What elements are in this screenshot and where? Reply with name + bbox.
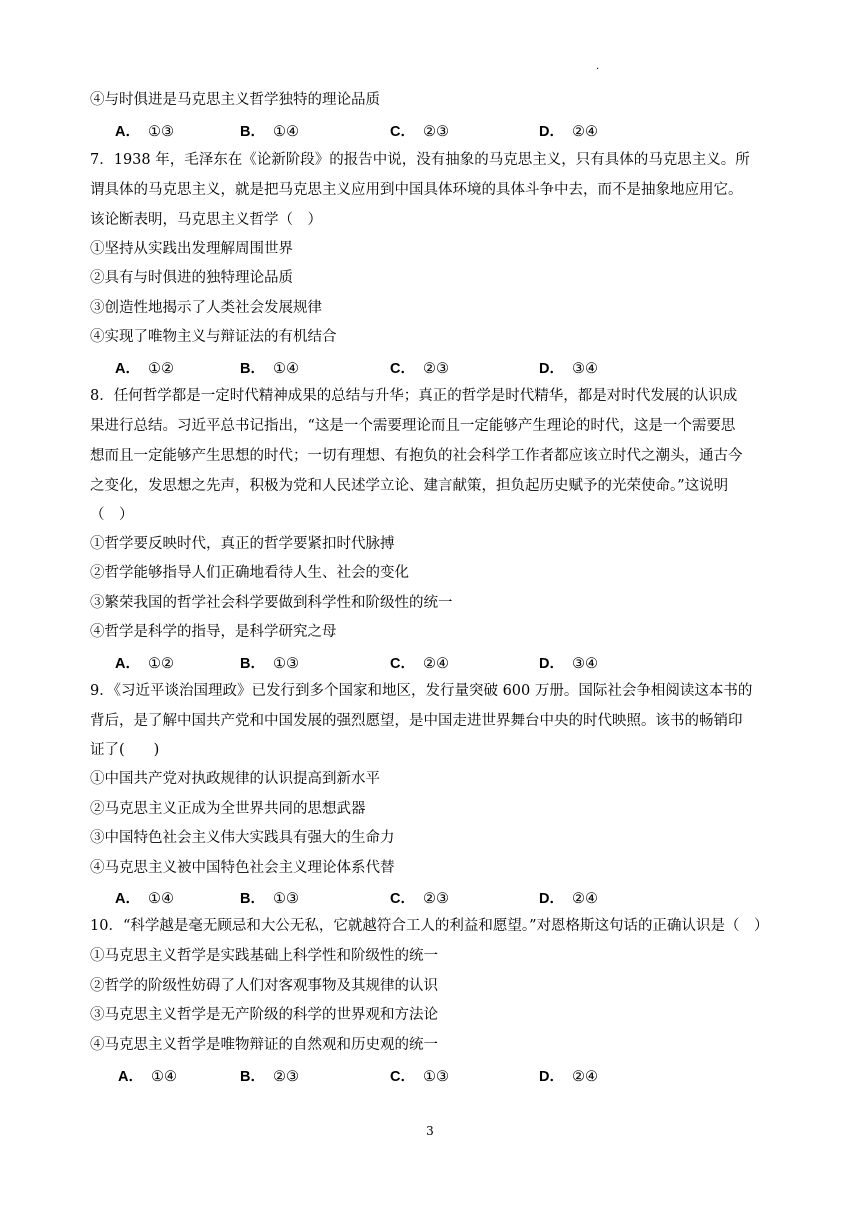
question-stem: 想而且一定能够产生思想的时代；一切有理想、有抱负的社会科学工作者都应该立时代之潮头，通古今 bbox=[90, 448, 743, 464]
option-b: B． ①③ bbox=[240, 891, 299, 907]
option-d: D． ②④ bbox=[539, 891, 598, 907]
statement: ②哲学的阶级性妨碍了人们对客观事物及其规律的认识 bbox=[90, 978, 438, 994]
statement: ④实现了唯物主义与辩证法的有机结合 bbox=[90, 329, 337, 345]
option-b: B． ①④ bbox=[240, 361, 299, 377]
question-stem: 10．“科学越是毫无顾忌和大公无私，它就越符合工人的利益和愿望。”对恩格斯这句话的正确认识是（ ） bbox=[90, 918, 769, 934]
statement: ②哲学能够指导人们正确地看待人生、社会的变化 bbox=[90, 565, 409, 581]
question-stem: （ ） bbox=[90, 507, 134, 523]
statement: ③创造性地揭示了人类社会发展规律 bbox=[90, 300, 322, 316]
statement: ①坚持从实践出发理解周围世界 bbox=[90, 241, 293, 257]
option-d: D． ②④ bbox=[539, 124, 598, 140]
option-c: C． ②③ bbox=[390, 361, 449, 377]
option-c: C． ②③ bbox=[390, 891, 449, 907]
statement: ④马克思主义哲学是唯物辩证的自然观和历史观的统一 bbox=[90, 1037, 438, 1053]
option-d: D． ③④ bbox=[539, 656, 598, 672]
question-stem: 8．任何哲学都是一定时代精神成果的总结与升华；真正的哲学是时代精华，都是对时代发展的认识成 bbox=[90, 388, 738, 404]
question-stem: 背后，是了解中国共产党和中国发展的强烈愿望，是中国走进世界舞台中央的时代映照。该书的畅销印 bbox=[90, 713, 743, 729]
question-stem: 证了( ) bbox=[90, 742, 160, 758]
statement: ②具有与时俱进的独特理论品质 bbox=[90, 270, 293, 286]
statement: ④哲学是科学的指导，是科学研究之母 bbox=[90, 624, 337, 640]
option-a: A． ①② bbox=[115, 361, 174, 377]
statement: ③繁荣我国的哲学社会科学要做到科学性和阶级性的统一 bbox=[90, 595, 453, 611]
question-stem: 该论断表明，马克思主义哲学（ ） bbox=[90, 212, 322, 228]
question-stem: 之变化，发思想之先声，积极为党和人民述学立论、建言献策，担负起历史赋予的光荣使命。”这说明 bbox=[90, 478, 729, 494]
statement: ③马克思主义哲学是无产阶级的科学的世界观和方法论 bbox=[90, 1007, 438, 1023]
page-number: 3 bbox=[426, 1124, 434, 1138]
answer-options bbox=[118, 1065, 718, 1085]
option-a: A． ①④ bbox=[115, 891, 174, 907]
option-b: B． ②③ bbox=[240, 1069, 299, 1085]
question-stem: 9．《习近平谈治国理政》已发行到多个国家和地区，发行量突破 600 万册。国际社会争相阅读这本书的 bbox=[90, 683, 753, 699]
answer-options bbox=[115, 357, 715, 377]
option-a: A． ①④ bbox=[118, 1069, 177, 1085]
option-a: A． ①② bbox=[115, 656, 174, 672]
option-b: B． ①④ bbox=[240, 124, 299, 140]
question-stem: 7．1938 年，毛泽东在《论新阶段》的报告中说，没有抽象的马克思主义，只有具体的马克思主义。所 bbox=[90, 152, 750, 168]
statement: ①哲学要反映时代，真正的哲学要紧扣时代脉搏 bbox=[90, 536, 395, 552]
stray-dot: · bbox=[596, 64, 600, 75]
option-c: C． ②④ bbox=[390, 656, 449, 672]
answer-options bbox=[115, 887, 715, 907]
statement: ①马克思主义哲学是实践基础上科学性和阶级性的统一 bbox=[90, 948, 438, 964]
statement: ③中国特色社会主义伟大实践具有强大的生命力 bbox=[90, 830, 395, 846]
statement: ②马克思主义正成为全世界共同的思想武器 bbox=[90, 801, 366, 817]
option-c: C． ①③ bbox=[390, 1069, 449, 1085]
statement: ④与时俱进是马克思主义哲学独特的理论品质 bbox=[90, 92, 380, 108]
statement: ①中国共产党对执政规律的认识提高到新水平 bbox=[90, 771, 380, 787]
answer-options bbox=[115, 652, 715, 672]
statement: ④马克思主义被中国特色社会主义理论体系代替 bbox=[90, 860, 395, 876]
option-d: D． ③④ bbox=[539, 361, 598, 377]
question-stem: 谓具体的马克思主义，就是把马克思主义应用到中国具体环境的具体斗争中去，而不是抽象地应用它。 bbox=[90, 182, 743, 198]
option-c: C． ②③ bbox=[390, 124, 449, 140]
option-d: D． ②④ bbox=[539, 1069, 598, 1085]
answer-options bbox=[115, 120, 715, 140]
option-b: B． ①③ bbox=[240, 656, 299, 672]
question-stem: 果进行总结。习近平总书记指出，“这是一个需要理论而且一定能够产生理论的时代，这是一个需要思 bbox=[90, 418, 736, 434]
option-a: A． ①③ bbox=[115, 124, 174, 140]
